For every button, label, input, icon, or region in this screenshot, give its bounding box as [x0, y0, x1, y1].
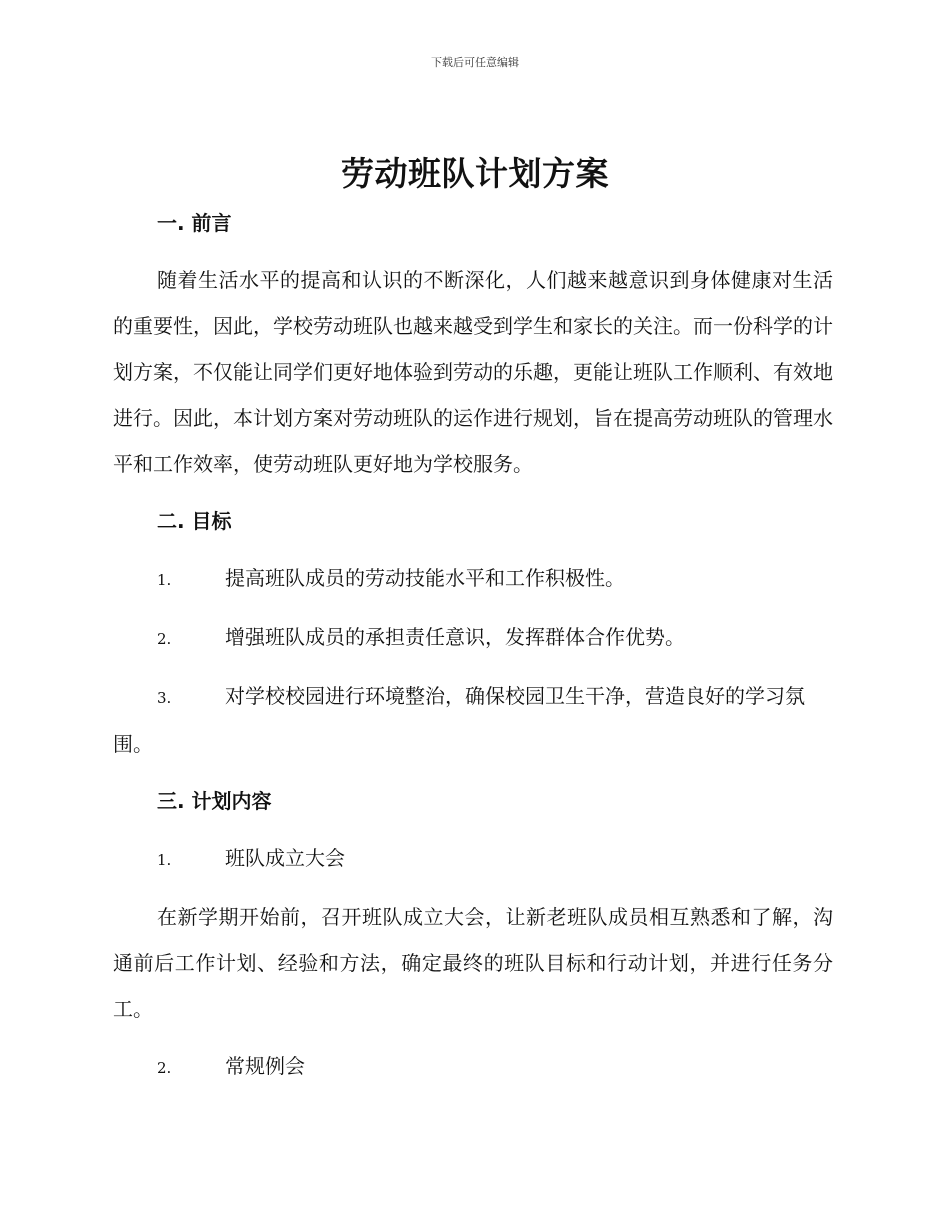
spacer — [113, 662, 833, 673]
list-number: 1. — [157, 851, 172, 869]
spacer — [113, 767, 833, 778]
section-heading-preface: 一. 前言 — [157, 211, 232, 235]
plan-item-text: 班队成立大会 — [225, 846, 345, 870]
plan-item-text: 常规例会 — [225, 1054, 305, 1078]
spacer — [113, 883, 833, 894]
document-body — [113, 200, 833, 1091]
list-number: 2. — [157, 1059, 172, 1077]
goal-item — [113, 555, 833, 603]
list-number: 3. — [157, 689, 172, 707]
section-heading-goals: 二. 目标 — [157, 509, 232, 533]
spacer — [113, 544, 833, 555]
plan-item — [113, 1043, 833, 1091]
goal-text: 提高班队成员的劳动技能水平和工作积极性。 — [225, 566, 625, 590]
goal-item — [113, 614, 833, 662]
plan-item — [113, 835, 833, 883]
header-note: 下载后可任意编辑 — [431, 56, 519, 69]
spacer — [113, 603, 833, 614]
list-number: 1. — [157, 571, 172, 589]
spacer — [113, 1032, 833, 1043]
list-number: 2. — [157, 630, 172, 648]
spacer — [113, 487, 833, 498]
goal-text: 对学校校园进行环境整治，确保校园卫生干净，营造良好的学习氛围。 — [113, 684, 805, 756]
plan-paragraph: 在新学期开始前，召开班队成立大会，让新老班队成员相互熟悉和了解，沟通前后工作计划、经验和方法，确定最终的班队目标和行动计划，并进行任务分工。 — [113, 905, 833, 1021]
section-heading-plan: 三. 计划内容 — [157, 789, 272, 813]
goal-text: 增强班队成员的承担责任意识，发挥群体合作优势。 — [225, 625, 685, 649]
spacer — [113, 824, 833, 835]
goal-item — [113, 673, 833, 767]
document-title: 劳动班队计划方案 — [341, 154, 609, 193]
preface-paragraph: 随着生活水平的提高和认识的不断深化，人们越来越意识到身体健康对生活的重要性，因此，学校劳动班队也越来越受到学生和家长的关注。而一份科学的计划方案，不仅能让同学们更好地体验到劳动的乐趣，更能让班队工作顺利、有效地进行。因此，本计划方案对劳动班队的运作进行规划，旨在提高劳动班队的管理水平和工作效率，使劳动班队更好地为学校服务。 — [113, 268, 833, 476]
spacer — [113, 246, 833, 257]
